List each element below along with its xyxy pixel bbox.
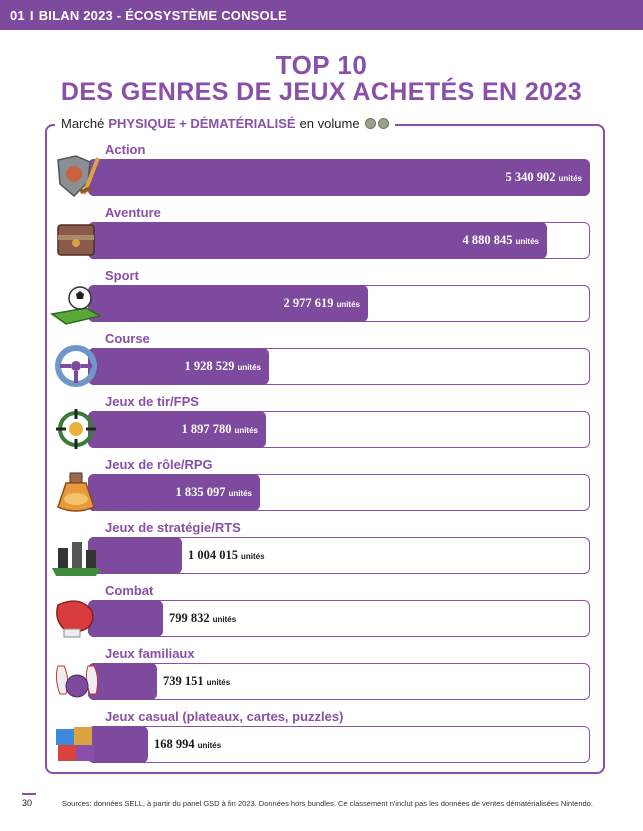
value-label: 5 340 902 unités [505,170,582,184]
category-label: Combat [105,583,154,598]
bar [88,537,182,574]
puzzle-icon [50,721,102,767]
bar-track [88,600,590,637]
category-label: Jeux casual (plateaux, cartes, puzzles) [105,709,344,724]
section-number: 01 [10,7,25,23]
treasure-book-icon [50,217,102,263]
page-number: 30 [22,798,33,808]
value-label: 1 897 780 unités [181,422,258,436]
value-label: 2 977 619 unités [283,296,360,310]
title-line-1: TOP 10 [275,50,368,80]
disc-icon [365,118,376,129]
value-label: 168 994 unités [154,737,222,751]
source-note: Sources: données SELL, à partir du panel GSD à fin 2023. Données hors bundles. Ce classement n'inclut pas les données de ventes dématérialisées Nintendo. [62,799,593,808]
value-label: 1 004 015 unités [188,548,265,562]
disc-icons [365,118,389,129]
header-text: BILAN 2023 - ÉCOSYSTÈME CONSOLE [38,7,287,23]
value-label: 1 928 529 unités [184,359,261,373]
header-separator: I [29,7,34,23]
category-label: Aventure [105,205,161,220]
boxing-glove-icon [50,595,102,641]
category-label: Course [105,331,150,346]
subtitle-prefix: Marché [61,116,105,131]
steering-wheel-icon [50,343,102,389]
subtitle-highlight: PHYSIQUE + DÉMATÉRIALISÉ [108,116,296,131]
category-label: Jeux familiaux [105,646,195,661]
footer-rule [22,793,36,795]
chart-subtitle [55,116,395,131]
title-line-2: DES GENRES DE JEUX ACHETÉS EN 2023 [60,78,583,106]
category-label: Jeux de tir/FPS [105,394,199,409]
chess-icon [50,532,102,578]
subtitle-suffix: en volume [299,116,360,131]
potion-icon [50,469,102,515]
bowling-icon [50,658,102,704]
header-band [0,0,643,30]
shield-sword-icon [50,154,102,200]
category-label: Sport [105,268,139,283]
value-label: 4 880 845 unités [462,233,539,247]
value-label: 799 832 unités [169,611,237,625]
value-label: 739 151 unités [163,674,231,688]
soccer-ball-icon [50,280,102,326]
category-label: Jeux de stratégie/RTS [105,520,241,535]
download-icon [378,118,389,129]
category-label: Action [105,142,146,157]
category-label: Jeux de rôle/RPG [105,457,213,472]
crosshair-icon [50,406,102,452]
value-label: 1 835 097 unités [175,485,252,499]
